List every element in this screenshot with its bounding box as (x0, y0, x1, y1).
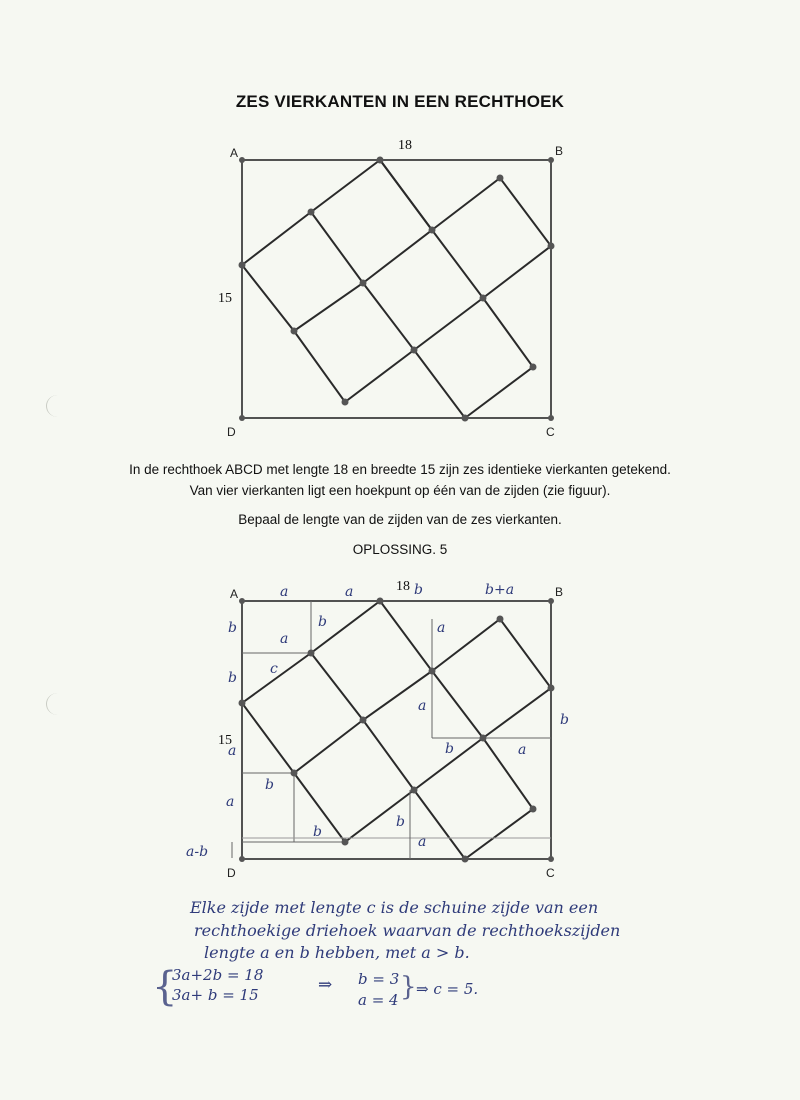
handwritten-line-2: rechthoekige driehoek waarvan de rechthoekszijden (194, 921, 621, 940)
label-inner-c: c (270, 661, 278, 677)
problem-line-2: Van vier vierkanten ligt een hoekpunt op één van de zijden (zie figuur). (189, 483, 611, 498)
corner-d-label-2: D (227, 866, 236, 880)
label-top-b-plus-a: b+a (485, 582, 515, 598)
implies-arrow: ⇒ (318, 975, 333, 995)
label-left-b2: b (228, 670, 237, 686)
label-top-a2: a (345, 584, 354, 600)
label-low-b2: b (313, 824, 322, 840)
label-top-a1: a (280, 584, 289, 600)
label-low-b3: b (396, 814, 405, 830)
label-inner-b: b (318, 614, 327, 630)
corner-b-label-2: B (555, 585, 564, 599)
result-a: a = 4 (358, 991, 399, 1009)
label-right-a3: a (518, 742, 527, 758)
label-low-b1: b (265, 777, 274, 793)
label-top-b: b (414, 582, 423, 598)
width-label: 15 (218, 291, 232, 306)
length-label: 18 (398, 138, 412, 153)
label-left-a2: a (226, 794, 235, 810)
label-low-a: a (418, 834, 427, 850)
corner-c-label: C (546, 425, 555, 439)
equation-brace: { (152, 964, 178, 1010)
label-right-a1: a (437, 620, 446, 636)
solution-heading: OPLOSSING. 5 (352, 542, 448, 557)
problem-line-1: In de rechthoek ABCD met lengte 18 en breedte 15 zijn zes identieke vierkanten getekend. (129, 462, 671, 477)
label-left-a1: a (228, 743, 237, 759)
handwritten-line-1: Elke zijde met lengte c is de schuine zijde van een (190, 898, 599, 917)
equation-2: 3a+ b = 15 (172, 986, 259, 1004)
result-brace: } (400, 972, 417, 1002)
problem-question: Bepaal de lengte van de zijden van de zes vierkanten. (238, 512, 562, 527)
label-left-a-minus-b: a-b (186, 844, 209, 860)
corner-d-label: D (227, 425, 236, 439)
corner-c-label-2: C (546, 866, 555, 880)
corner-b-label: B (555, 144, 564, 158)
result-b: b = 3 (358, 970, 400, 988)
equation-1: 3a+2b = 18 (172, 966, 264, 984)
label-right-b-outside: b (560, 712, 569, 728)
width-label-2: 15 (218, 733, 232, 748)
corner-a-label-2: A (230, 587, 239, 601)
label-inner-a: a (280, 631, 289, 647)
result-c: ⇒ c = 5. (416, 980, 479, 998)
label-right-a2: a (418, 698, 427, 714)
corner-a-label: A (230, 146, 239, 160)
label-right-b: b (445, 741, 454, 757)
label-left-b1: b (228, 620, 237, 636)
length-label-2: 18 (396, 579, 410, 594)
handwritten-line-3: lengte a en b hebben, met a > b. (204, 943, 470, 962)
page-title: ZES VIERKANTEN IN EEN RECHTHOEK (235, 92, 565, 111)
